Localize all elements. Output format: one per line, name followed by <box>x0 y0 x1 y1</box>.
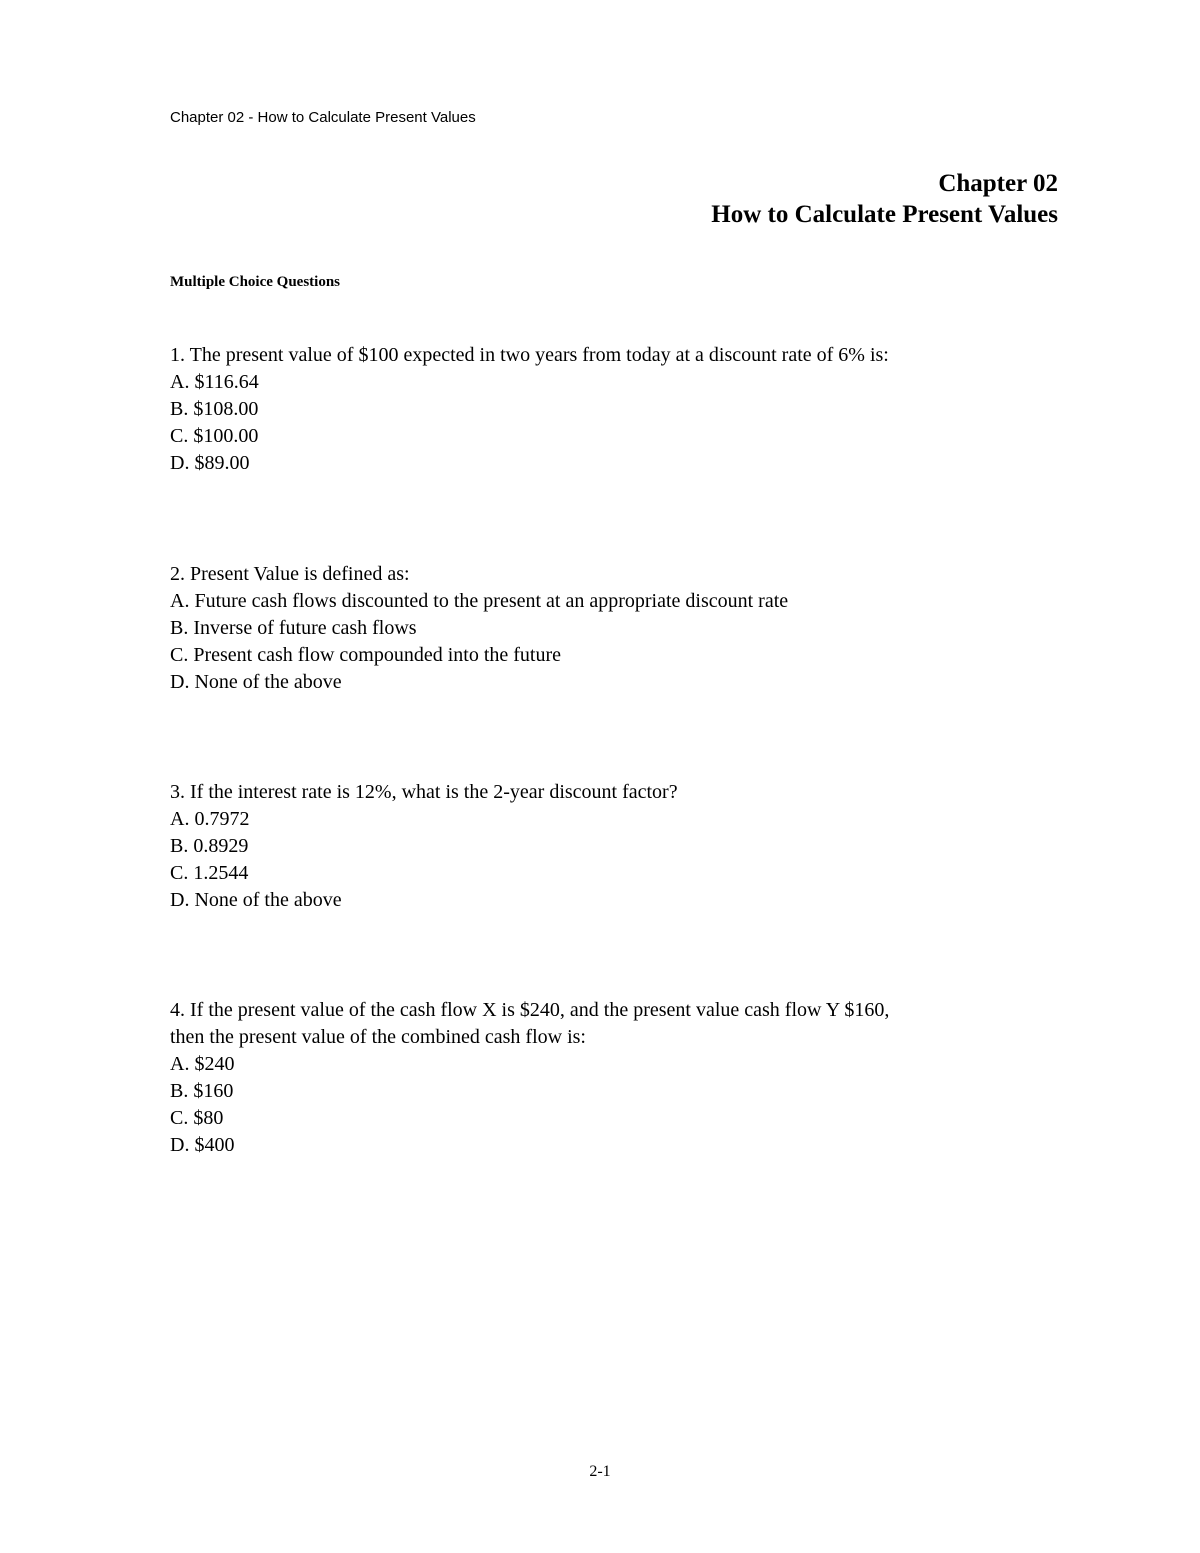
answer-option-c: C. Present cash flow compounded into the future <box>170 644 562 666</box>
question-stem: 1. The present value of $100 expected in two years from today at a discount rate of 6% is: <box>170 344 889 366</box>
answer-option-b: B. 0.8929 <box>170 835 249 857</box>
chapter-name: How to Calculate Present Values <box>711 201 1058 228</box>
question-2 <box>170 561 1070 696</box>
question-4 <box>170 997 1070 1159</box>
answer-option-d: D. $400 <box>170 1134 235 1156</box>
page-number: 2-1 <box>589 1463 611 1480</box>
answer-option-a: A. Future cash flows discounted to the present at an appropriate discount rate <box>170 590 789 612</box>
chapter-title <box>711 168 1058 230</box>
answer-option-c: C. 1.2544 <box>170 862 249 884</box>
answer-option-d: D. None of the above <box>170 671 342 693</box>
question-stem-line-1: 4. If the present value of the cash flow X is $240, and the present value cash flow Y $160, <box>170 999 890 1021</box>
answer-option-a: A. 0.7972 <box>170 808 250 830</box>
question-stem-line-2: then the present value of the combined cash flow is: <box>170 1026 586 1048</box>
question-stem: 3. If the interest rate is 12%, what is the 2-year discount factor? <box>170 781 678 803</box>
answer-option-d: D. $89.00 <box>170 452 250 474</box>
answer-option-d: D. None of the above <box>170 889 342 911</box>
answer-option-b: B. Inverse of future cash flows <box>170 617 417 639</box>
answer-option-a: A. $116.64 <box>170 371 259 393</box>
section-heading: Multiple Choice Questions <box>170 274 341 290</box>
answer-option-b: B. $160 <box>170 1080 234 1102</box>
running-header: Chapter 02 - How to Calculate Present Values <box>170 109 476 126</box>
chapter-number: Chapter 02 <box>938 170 1058 197</box>
answer-option-c: C. $80 <box>170 1107 224 1129</box>
question-stem: 2. Present Value is defined as: <box>170 563 410 585</box>
question-3 <box>170 779 1070 914</box>
answer-option-c: C. $100.00 <box>170 425 259 447</box>
answer-option-a: A. $240 <box>170 1053 235 1075</box>
question-1 <box>170 342 1070 477</box>
answer-option-b: B. $108.00 <box>170 398 259 420</box>
